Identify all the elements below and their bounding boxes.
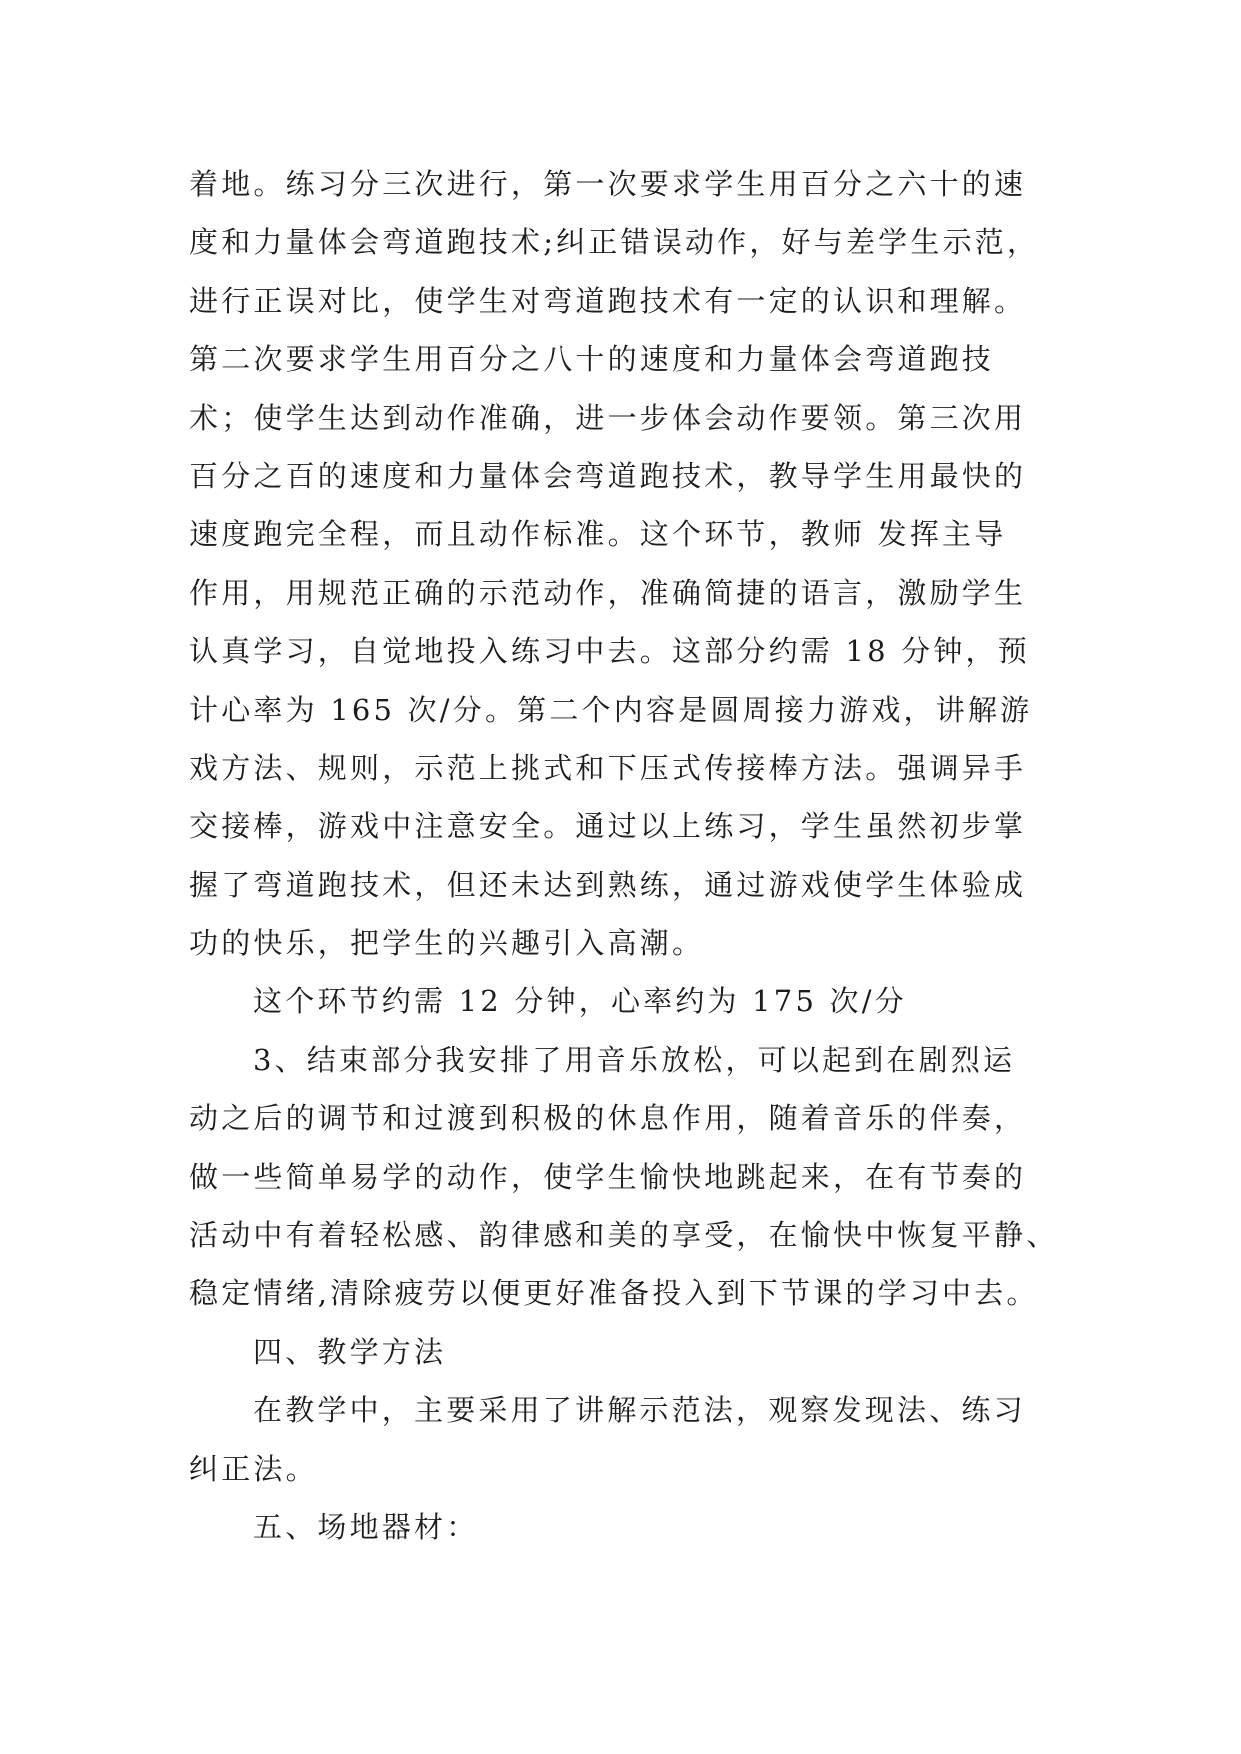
text-line: 速度跑完全程，而且动作标准。这个环节，教师 发挥主导 — [189, 517, 1007, 552]
text-line: 握了弯道跑技术，但还未达到熟练，通过游戏使学生体验成 — [189, 867, 1027, 902]
text-line: 百分之百的速度和力量体会弯道跑技术，教导学生用最快的 — [189, 458, 1027, 493]
paragraph-line: 在教学中，主要采用了讲解示范法，观察发现法、练习 — [253, 1393, 1026, 1428]
text-line: 术；使学生达到动作准确，进一步体会动作要领。第三次用 — [189, 400, 1027, 435]
text-line: 交接棒，游戏中注意安全。通过以上练习，学生虽然初步掌 — [189, 809, 1027, 844]
paragraph-line: 3、结束部分我安排了用音乐放松，可以起到在剧烈运 — [253, 1042, 1016, 1077]
text-line: 做一些简单易学的动作，使学生愉快地跳起来，在有节奏的 — [189, 1159, 1027, 1194]
text-line: 计心率为 165 次/分。第二个内容是圆周接力游戏，讲解游 — [189, 692, 1033, 727]
text-line: 稳定情绪,清除疲劳以便更好准备投入到下节课的学习中去。 — [189, 1276, 1039, 1311]
text-line: 着地。练习分三次进行，第一次要求学生用百分之六十的速 — [189, 167, 1027, 201]
text-line: 作用，用规范正确的示范动作，准确简捷的语言，激励学生 — [189, 575, 1027, 610]
text-line: 进行正误对比，使学生对弯道跑技术有一定的认识和理解。 — [189, 283, 1027, 318]
text-line: 活动中有着轻松感、韵律感和美的享受，在愉快中恢复平静、 — [189, 1218, 1059, 1253]
text-line: 功的快乐，把学生的兴趣引入高潮。 — [189, 926, 705, 961]
text-line: 戏方法、规则，示范上挑式和下压式传接棒方法。强调异手 — [189, 750, 1027, 785]
text-line: 认真学习，自觉地投入练习中去。这部分约需 18 分钟，预 — [189, 634, 1030, 669]
text-line: 第二次要求学生用百分之八十的速度和力量体会弯道跑技 — [189, 342, 995, 377]
text-line: 度和力量体会弯道跑技术;纠正错误动作，好与差学生示范， — [189, 225, 1040, 260]
text-line: 纠正法。 — [189, 1451, 318, 1486]
body-text — [189, 155, 1069, 1556]
text-line: 动之后的调节和过渡到积极的休息作用，随着音乐的伴奏， — [189, 1101, 1027, 1136]
section-heading: 四、教学方法 — [253, 1334, 447, 1369]
paragraph-line: 这个环节约需 12 分钟，心率约为 175 次/分 — [253, 984, 907, 1019]
section-heading: 五、场地器材： — [253, 1509, 479, 1544]
